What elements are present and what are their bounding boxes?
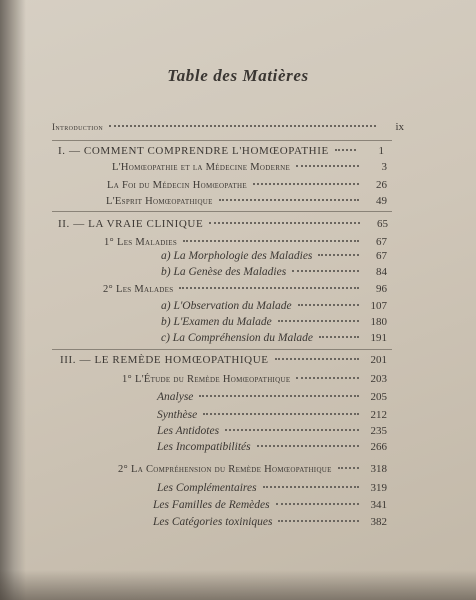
leader-dots xyxy=(257,443,359,447)
page-bottom-shadow xyxy=(0,570,476,600)
toc-entry xyxy=(103,283,387,299)
toc-entry xyxy=(161,250,387,266)
leader-dots xyxy=(319,334,359,338)
toc-page: 67 xyxy=(376,250,387,262)
toc-page: 3 xyxy=(381,161,387,173)
toc-page: 266 xyxy=(370,441,387,453)
leader-dots xyxy=(276,501,359,505)
toc-entry xyxy=(161,266,387,282)
toc-label: Les Familles de Remèdes xyxy=(153,499,270,511)
leader-dots xyxy=(203,411,359,415)
toc-page: 67 xyxy=(376,236,387,248)
toc-label: II. — LA VRAIE CLINIQUE xyxy=(58,218,204,230)
leader-dots xyxy=(335,147,356,151)
toc-label: a) L'Observation du Malade xyxy=(161,300,292,312)
toc-page: 382 xyxy=(370,516,387,528)
toc-entry xyxy=(157,482,387,498)
toc-label: b) L'Examen du Malade xyxy=(161,316,272,328)
toc-page: 180 xyxy=(370,316,387,328)
toc-label: 2° Les Malades xyxy=(103,284,174,295)
toc-entry xyxy=(112,161,387,177)
leader-dots xyxy=(278,518,359,522)
leader-dots xyxy=(225,427,359,431)
leader-dots xyxy=(338,465,359,469)
toc-label: b) La Genèse des Maladies xyxy=(161,266,287,278)
leader-dots xyxy=(292,268,359,272)
toc-page: 341 xyxy=(370,499,387,511)
toc-page: 205 xyxy=(370,391,387,403)
toc-page: 212 xyxy=(370,409,387,421)
toc-entry xyxy=(157,409,387,425)
leader-dots xyxy=(253,181,359,185)
toc-entry-part-3 xyxy=(60,354,387,370)
toc-label: L'Esprit Homœopathique xyxy=(106,196,213,207)
toc-entry xyxy=(122,373,387,389)
toc-entry xyxy=(106,195,387,211)
toc-label: Les Antidotes xyxy=(157,425,220,437)
toc-page: 96 xyxy=(376,283,387,295)
toc-entry xyxy=(153,516,387,532)
toc-entry xyxy=(161,332,387,348)
toc-page: 26 xyxy=(376,179,387,191)
leader-dots xyxy=(263,484,359,488)
toc-entry xyxy=(157,425,387,441)
leader-dots xyxy=(278,318,359,322)
toc-page: 201 xyxy=(370,354,387,366)
toc-label: III. — LE REMÈDE HOMŒOPATHIQUE xyxy=(60,354,269,366)
toc-label: Synthèse xyxy=(157,409,198,421)
divider-line xyxy=(52,211,392,212)
leader-dots xyxy=(109,123,376,127)
toc-entry xyxy=(157,441,387,457)
toc-label: 1° Les Maladies xyxy=(104,237,178,248)
toc-label: 2° La Compréhension du Remède Homœopathique xyxy=(118,464,332,475)
toc-entry-part-1 xyxy=(58,145,384,161)
leader-dots xyxy=(219,197,359,201)
toc-label: c) La Compréhension du Malade xyxy=(161,332,314,344)
toc-label: Les Catégories toxiniques xyxy=(153,516,273,528)
toc-entry-introduction xyxy=(52,121,404,137)
toc-label: L'Homœopathie et la Médecine Moderne xyxy=(112,162,291,173)
leader-dots xyxy=(209,220,360,224)
leader-dots xyxy=(183,238,359,242)
toc-label: Analyse xyxy=(157,391,194,403)
leader-dots xyxy=(296,163,359,167)
toc-page: 319 xyxy=(370,482,387,494)
toc-page: 191 xyxy=(370,332,387,344)
leader-dots xyxy=(199,393,359,397)
toc-page: 49 xyxy=(376,195,387,207)
toc-label: a) La Morphologie des Maladies xyxy=(161,250,313,262)
toc-page: 318 xyxy=(370,463,387,475)
toc-entry xyxy=(157,391,387,407)
divider-line xyxy=(52,349,392,350)
toc-entry xyxy=(107,179,387,195)
toc-page: ix xyxy=(395,121,404,133)
toc-entry xyxy=(161,300,387,316)
toc-label: Introduction xyxy=(52,122,104,132)
toc-entry-part-2 xyxy=(58,218,388,234)
leader-dots xyxy=(275,356,359,360)
toc-page: 65 xyxy=(377,218,388,230)
leader-dots xyxy=(318,252,359,256)
toc-label: I. — COMMENT COMPRENDRE L'HOMŒOPATHIE xyxy=(58,145,329,157)
divider-line xyxy=(52,140,392,141)
page-gutter-shadow xyxy=(0,0,26,600)
page-title: Table des Matières xyxy=(167,66,309,85)
toc-label: Les Incompatibilités xyxy=(157,441,251,453)
leader-dots xyxy=(298,302,359,306)
leader-dots xyxy=(179,285,359,289)
toc-label: 1° L'Étude du Remède Homœopathique xyxy=(122,374,291,385)
toc-page: 84 xyxy=(376,266,387,278)
toc-entry xyxy=(153,499,387,515)
toc-page: 235 xyxy=(370,425,387,437)
toc-entry xyxy=(161,316,387,332)
toc-label: La Foi du Médecin Homœopathe xyxy=(107,180,247,191)
leader-dots xyxy=(296,375,359,379)
toc-page: 1 xyxy=(378,145,384,157)
toc-page: 203 xyxy=(370,373,387,385)
toc-page: 107 xyxy=(370,300,387,312)
toc-label: Les Complémentaires xyxy=(157,482,257,494)
toc-entry xyxy=(118,463,387,479)
